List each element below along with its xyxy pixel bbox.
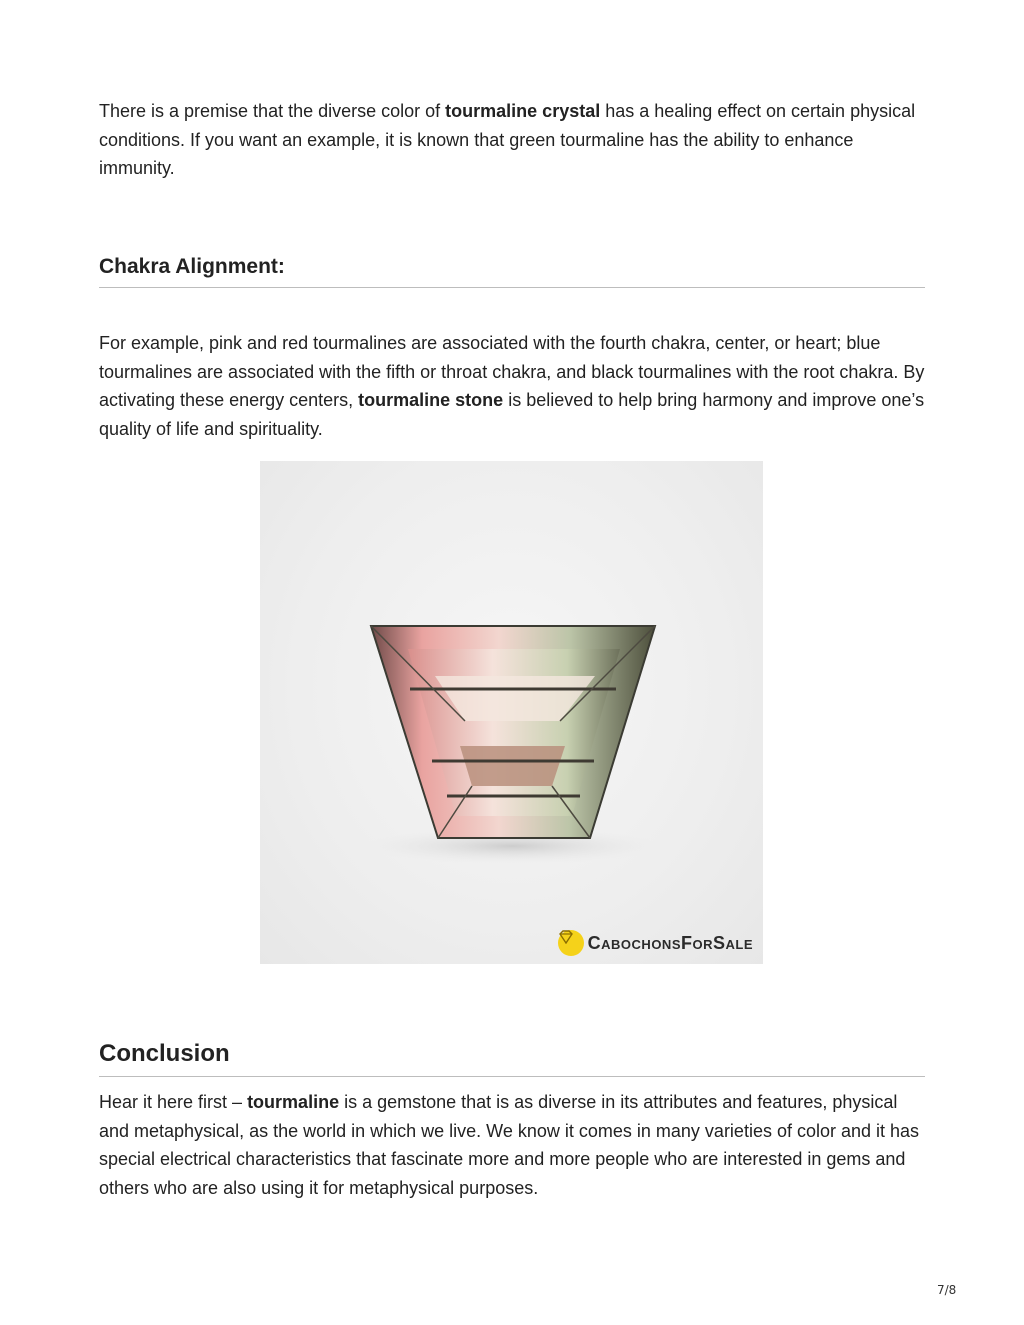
text-run: Hear it here first – xyxy=(99,1092,248,1112)
heading-chakra-alignment: Chakra Alignment: xyxy=(99,255,925,288)
bold-keyword: tourmaline stone xyxy=(358,390,504,410)
paragraph-conclusion xyxy=(99,1088,925,1202)
bold-keyword: tourmaline crystal xyxy=(445,101,601,121)
paragraph-chakra xyxy=(99,329,925,443)
paragraph-healing xyxy=(99,97,925,183)
heading-conclusion: Conclusion xyxy=(99,1040,925,1077)
text-run: is a gemstone that is as diverse in its attributes and features, physical and metaphysical, as the world in which we live. We know it comes in many varieties of color and it has special electrical characteristics that fascinate more and more people who are interested in gems and others who are also using it for metaphysical purposes. xyxy=(99,1092,920,1198)
page-number: 7/8 xyxy=(937,1283,957,1297)
tourmaline-image xyxy=(260,461,763,964)
bold-keyword: tourmaline xyxy=(247,1092,340,1112)
text-run: has a healing effect on certain physical conditions. If you want an example, it is known that green tourmaline has the ability to enhance immunity. xyxy=(99,101,916,178)
text-run: For example, pink and red tourmalines are associated with the fourth chakra, center, or heart; blue tourmalines are associated with the fifth or throat chakra, and black tourmalines with the root chakra. By activating these energy centers, xyxy=(99,333,925,410)
diamond-icon xyxy=(558,930,584,956)
gem-icon xyxy=(260,461,763,964)
logo-text: CabochonsForSale xyxy=(587,932,753,953)
cabochonsforsale-logo xyxy=(558,930,753,956)
text-run: is believed to help bring harmony and improve one’s quality of life and spirituality. xyxy=(99,390,925,439)
text-run: There is a premise that the diverse color of xyxy=(99,101,446,121)
